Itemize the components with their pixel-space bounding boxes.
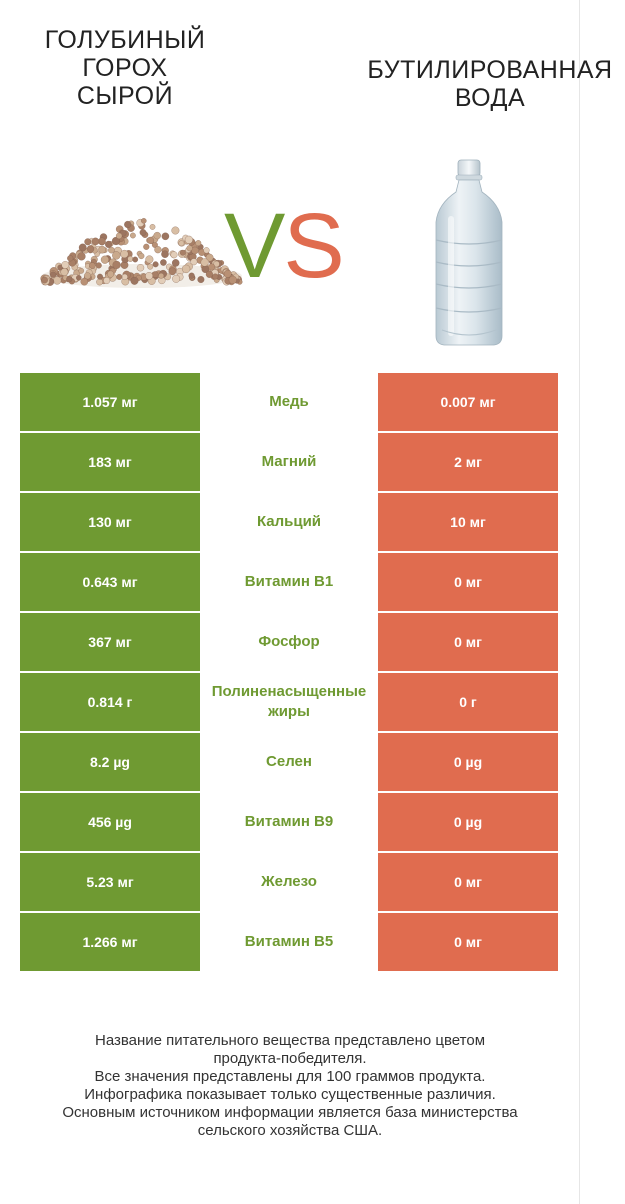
left-value-cell: 8.2 µg (20, 733, 200, 791)
right-value-cell: 0 мг (378, 613, 558, 671)
table-row (20, 913, 558, 971)
right-value-cell: 0 мг (378, 853, 558, 911)
pea (97, 274, 103, 280)
footer-line: сельского хозяйства США. (197, 1122, 383, 1139)
pea (89, 263, 95, 269)
pigeon-peas-image (38, 206, 246, 292)
footer-line: Инфографика показывает только существенные различия. (84, 1086, 496, 1103)
left-title-line: СЫРОЙ (76, 82, 174, 110)
pea (213, 274, 219, 280)
pea (128, 256, 134, 262)
pea (191, 259, 198, 266)
pea (140, 229, 146, 235)
pea (130, 233, 135, 238)
pea (153, 262, 159, 268)
pea (137, 264, 144, 271)
right-value-cell: 0 г (378, 673, 558, 731)
pea (179, 241, 184, 246)
left-value-cell: 130 мг (20, 493, 200, 551)
pea (196, 240, 202, 246)
left-product-title (20, 26, 230, 110)
pea (76, 275, 81, 280)
pea (147, 237, 154, 244)
pea (113, 261, 121, 269)
footer-line: Название питательного вещества представлено цветом (94, 1032, 486, 1049)
pea (180, 250, 185, 255)
water-bottle-image (432, 158, 506, 348)
table-row (20, 613, 558, 671)
right-value-cell: 0.007 мг (378, 373, 558, 431)
nutrient-name-cell: Магний (200, 433, 378, 491)
nutrient-name-cell: Витамин B1 (200, 553, 378, 611)
pea (116, 233, 122, 239)
pea (185, 236, 193, 244)
pea (162, 233, 169, 240)
pea (96, 279, 102, 285)
left-value-cell: 0.814 г (20, 673, 200, 731)
right-title-line: БУТИЛИРОВАННАЯ (367, 56, 613, 84)
pea (198, 276, 205, 283)
pea (141, 218, 146, 223)
pea (172, 275, 180, 283)
pea (67, 255, 73, 261)
pea (122, 274, 128, 280)
left-value-cell: 5.23 мг (20, 853, 200, 911)
right-value-cell: 0 µg (378, 793, 558, 851)
nutrient-name-cell: Железо (200, 853, 378, 911)
pea (187, 245, 193, 251)
pea (66, 276, 72, 282)
page-right-border (579, 0, 580, 1204)
vs-label (224, 196, 343, 296)
pea (50, 272, 56, 278)
footer-line: Все значения представлены для 100 граммов продукта. (94, 1068, 486, 1085)
pea (172, 259, 179, 266)
right-value-cell: 0 мг (378, 553, 558, 611)
footer-line: Основным источником информации является база министерства (62, 1104, 518, 1121)
pea (204, 247, 210, 253)
pea (152, 271, 158, 277)
pea (161, 251, 168, 258)
pea (172, 227, 180, 235)
pea (101, 256, 109, 264)
pea (169, 268, 176, 275)
pea (201, 259, 209, 267)
pea (133, 257, 138, 262)
pea (99, 246, 106, 253)
pea (124, 221, 131, 228)
pea (145, 272, 152, 279)
pea (131, 277, 139, 285)
left-value-cell: 1.266 мг (20, 913, 200, 971)
pea (208, 264, 215, 271)
nutrient-name-cell: Фосфор (200, 613, 378, 671)
pea (121, 250, 129, 258)
table-row (20, 853, 558, 911)
pea (85, 239, 92, 246)
pea (117, 274, 123, 280)
pea (87, 245, 94, 252)
pea (108, 247, 114, 253)
table-row (20, 733, 558, 791)
pea (107, 271, 114, 278)
pea (138, 253, 144, 259)
right-value-cell: 2 мг (378, 433, 558, 491)
table-row (20, 673, 558, 731)
nutrient-name-cell: Полиненасыщенные жиры (200, 673, 378, 731)
nutrient-name-cell: Витамин B5 (200, 913, 378, 971)
nutrient-name-cell: Кальций (200, 493, 378, 551)
left-value-cell: 1.057 мг (20, 373, 200, 431)
pea (171, 252, 178, 259)
table-row (20, 373, 558, 431)
left-value-cell: 183 мг (20, 433, 200, 491)
pea (182, 265, 190, 273)
pea (105, 241, 112, 248)
pea (150, 224, 155, 229)
pea (189, 273, 195, 279)
pea (42, 277, 48, 283)
footer-note (20, 1032, 560, 1140)
pea (98, 238, 105, 245)
nutrient-name-cell: Медь (200, 373, 378, 431)
left-value-cell: 0.643 мг (20, 553, 200, 611)
pea (53, 277, 61, 285)
vs-s-letter: S (283, 195, 343, 297)
nutrient-name-cell: Витамин B9 (200, 793, 378, 851)
left-value-cell: 367 мг (20, 613, 200, 671)
pea (160, 259, 166, 265)
pea (206, 271, 213, 278)
footer-line: продукта-победителя. (213, 1050, 367, 1067)
left-value-cell: 456 µg (20, 793, 200, 851)
pea (78, 253, 86, 261)
pea (81, 278, 88, 285)
right-value-cell: 0 мг (378, 913, 558, 971)
pea (61, 268, 68, 275)
table-row (20, 493, 558, 551)
nutrient-name-cell: Селен (200, 733, 378, 791)
right-value-cell: 0 µg (378, 733, 558, 791)
pea (155, 246, 162, 253)
pea (159, 273, 164, 278)
right-product-title (355, 56, 625, 112)
right-title-line: ВОДА (454, 84, 526, 112)
left-title-line: ГОЛУБИНЫЙ (44, 26, 206, 54)
pea (62, 261, 69, 268)
nutrient-comparison-table (20, 373, 558, 973)
right-value-cell: 10 мг (378, 493, 558, 551)
pea (147, 264, 153, 270)
table-row (20, 433, 558, 491)
vs-v-letter: V (224, 195, 284, 297)
pea (146, 256, 154, 264)
pea (92, 238, 99, 245)
pea (103, 277, 110, 284)
left-title-line: ГОРОХ (82, 54, 168, 82)
pea (112, 251, 120, 259)
table-row (20, 793, 558, 851)
pea (154, 232, 161, 239)
pea (79, 268, 84, 273)
table-row (20, 553, 558, 611)
pea (143, 244, 149, 250)
